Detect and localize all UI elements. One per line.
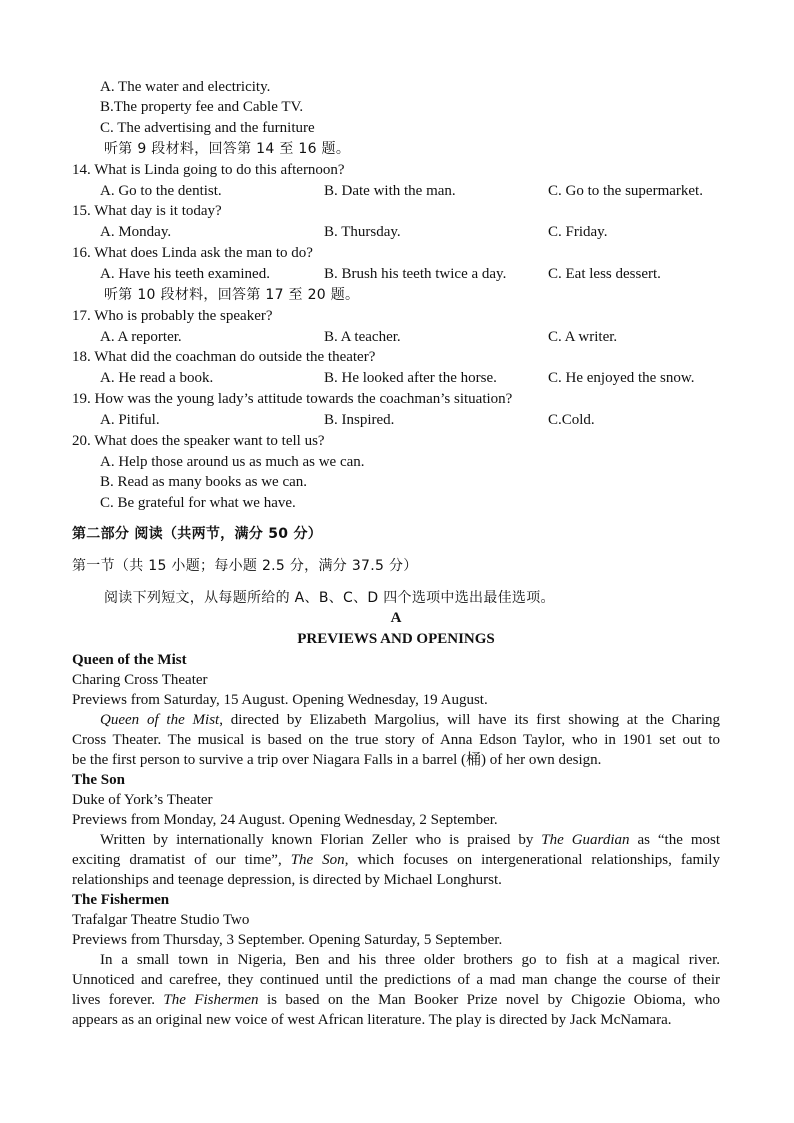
q19-option-a: A. Pitiful. (100, 412, 160, 428)
q14-option-a: A. Go to the dentist. (100, 183, 222, 199)
q15-option-b: B. Thursday. (324, 224, 401, 240)
q19-stem: 19. How was the young lady’s attitude towards the coachman’s situation? (72, 391, 513, 407)
section10-note: 听第 10 段材料，回答第 17 至 20 题。 (104, 287, 360, 303)
q20-option-b: B. Read as many books as we can. (100, 474, 308, 490)
show3-para-line4: appears as an original new voice of west African literature. The play is directed by Jack McNamara. (72, 1012, 672, 1028)
q16-options (100, 264, 720, 285)
show2-line1-pre: Written by internationally known Florian Zeller who is praised by (100, 832, 542, 848)
show2-para-line2 (72, 850, 720, 871)
q18-option-a: A. He read a book. (100, 370, 214, 386)
show2-line2-post: , which focuses on intergenerational relationships, family (344, 852, 720, 868)
show2-para-line1 (100, 830, 720, 851)
show3-italic-title: The Fishermen (163, 992, 259, 1008)
show3-line3-pre: lives forever. (72, 992, 164, 1008)
q18-option-c: C. He enjoyed the snow. (548, 370, 695, 386)
show2-venue: Duke of York’s Theater (72, 792, 213, 808)
show3-venue: Trafalgar Theatre Studio Two (72, 912, 250, 928)
show2-para-line3: relationships and teenage depression, is directed by Michael Longhurst. (72, 872, 502, 888)
q16-option-a: A. Have his teeth examined. (100, 266, 270, 282)
show2-title: The Son (72, 772, 125, 788)
q19-options (100, 410, 720, 431)
q14-options (100, 181, 720, 202)
q16-option-c: C. Eat less dessert. (548, 266, 661, 282)
show2-line2-pre: exciting dramatist of our time”, (72, 852, 291, 868)
q16-stem: 16. What does Linda ask the man to do? (72, 245, 313, 261)
q13-option-b: B.The property fee and Cable TV. (100, 99, 304, 115)
passage-title: PREVIEWS AND OPENINGS (297, 631, 495, 647)
q20-option-a: A. Help those around us as much as we can. (100, 454, 365, 470)
show1-para-line2: Cross Theater. The musical is based on the true story of Anna Edson Taylor, who in 1901 set out to (72, 732, 720, 748)
show3-title: The Fishermen (72, 892, 170, 908)
show1-venue: Charing Cross Theater (72, 672, 208, 688)
show2-italic-guardian: The Guardian (541, 832, 630, 848)
show1-title: Queen of the Mist (72, 652, 187, 668)
q17-option-c: C. A writer. (548, 329, 618, 345)
show3-para-line1: In a small town in Nigeria, Ben and his three older brothers go to fish at a magical river. (100, 952, 720, 968)
passage-letter: A (390, 610, 402, 626)
q14-option-b: B. Date with the man. (324, 183, 456, 199)
q17-option-b: B. A teacher. (324, 329, 401, 345)
show3-dates: Previews from Thursday, 3 September. Opening Saturday, 5 September. (72, 932, 503, 948)
q19-option-b: B. Inspired. (324, 412, 395, 428)
show1-line1-text: , directed by Elizabeth Margolius, will have its first showing at the Charing (219, 712, 720, 728)
q17-options (100, 327, 720, 348)
q18-stem: 18. What did the coachman do outside the theater? (72, 349, 376, 365)
q15-stem: 15. What day is it today? (72, 203, 222, 219)
q14-option-c: C. Go to the supermarket. (548, 183, 703, 199)
show2-dates: Previews from Monday, 24 August. Opening Wednesday, 2 September. (72, 812, 498, 828)
section9-note: 听第 9 段材料，回答第 14 至 16 题。 (104, 141, 351, 157)
show2-italic-title: The Son (290, 852, 345, 868)
show2-line1-post: as “the most (629, 832, 720, 848)
show1-dates: Previews from Saturday, 15 August. Opening Wednesday, 19 August. (72, 692, 488, 708)
show1-para-line3: be the first person to survive a trip over Niagara Falls in a barrel (桶) of her own design. (72, 752, 602, 768)
q14-stem: 14. What is Linda going to do this afternoon? (72, 162, 345, 178)
q20-stem: 20. What does the speaker want to tell us? (72, 433, 325, 449)
section1-title: 第一节（共 15 小题；每小题 2.5 分，满分 37.5 分） (72, 558, 418, 574)
q15-option-a: A. Monday. (100, 224, 172, 240)
show3-para-line2: Unnoticed and carefree, they continued until the predictions of a mad man change the course of their (72, 972, 720, 988)
q17-stem: 17. Who is probably the speaker? (72, 308, 273, 324)
q13-option-c: C. The advertising and the furniture (100, 120, 315, 136)
show1-para-line1 (100, 710, 720, 731)
show1-italic-title: Queen of the Mist (100, 712, 220, 728)
q18-options (100, 368, 720, 389)
q20-option-c: C. Be grateful for what we have. (100, 495, 296, 511)
q19-option-c: C.Cold. (548, 412, 595, 428)
q16-option-b: B. Brush his teeth twice a day. (324, 266, 507, 282)
q13-option-a: A. The water and electricity. (100, 79, 271, 95)
q17-option-a: A. A reporter. (100, 329, 182, 345)
part2-title: 第二部分 阅读（共两节，满分 50 分） (72, 526, 323, 542)
show3-line3-post: is based on the Man Booker Prize novel by Chigozie Obioma, who (258, 992, 720, 1008)
show3-para-line3 (72, 990, 720, 1011)
q15-options (100, 222, 720, 243)
q18-option-b: B. He looked after the horse. (324, 370, 497, 386)
reading-instruction: 阅读下列短文，从每题所给的 A、B、C、D 四个选项中选出最佳选项。 (104, 590, 555, 606)
q15-option-c: C. Friday. (548, 224, 608, 240)
